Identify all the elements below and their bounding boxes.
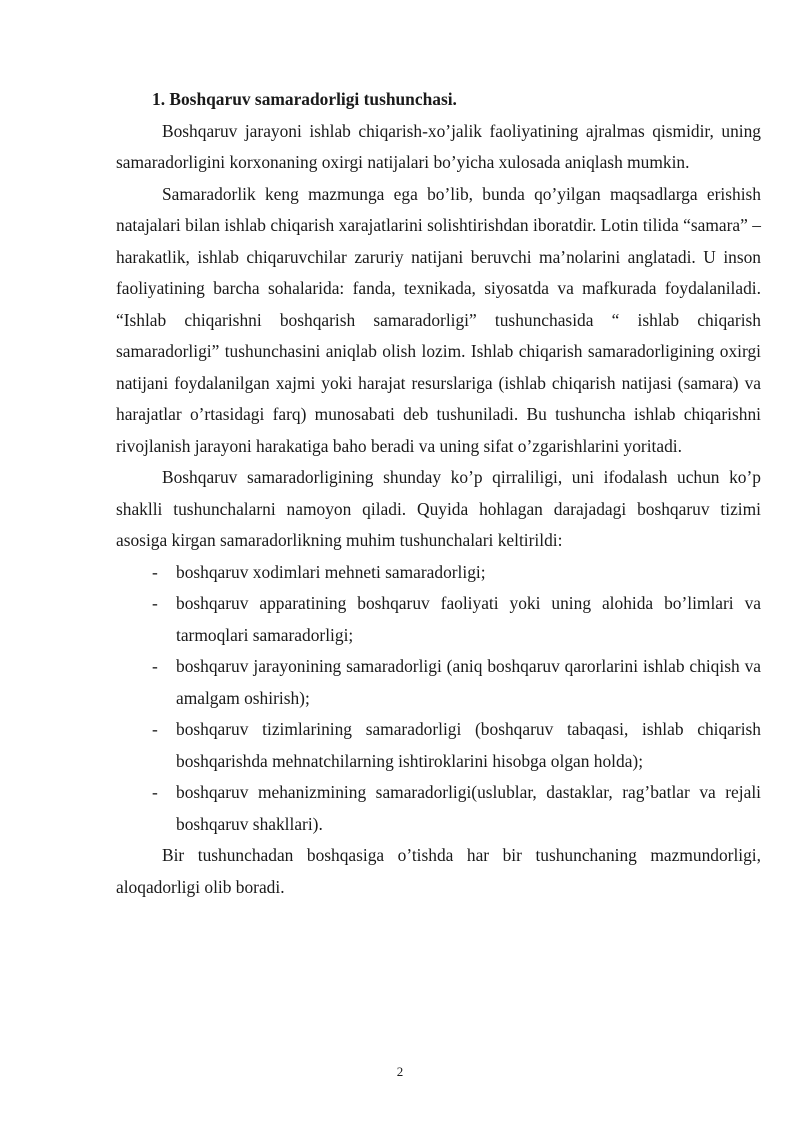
list-item-text: boshqaruv mehanizmining samaradorligi(uslublar, dastaklar, rag’batlar va rejali boshqaruv shakllari). [176, 782, 761, 834]
paragraph-intro-1: Boshqaruv jarayoni ishlab chiqarish-xo’jalik faoliyatining ajralmas qismidir, uning samaradorligini korxonaning oxirgi natijalari bo’yicha xulosada aniqlash mumkin. [116, 120, 761, 172]
list-item-text: boshqaruv tizimlarining samaradorligi (boshqaruv tabaqasi, ishlab chiqarish boshqarishda mehnatchilarning ishtiroklarini hisobga olgan holda); [176, 719, 761, 771]
list-item-text: boshqaruv jarayonining samaradorligi (aniq boshqaruv qarorlarini ishlab chiqish va amalgam oshirish); [176, 656, 761, 708]
section-heading: 1. Boshqaruv samaradorligi tushunchasi. [152, 89, 457, 109]
page-number: 2 [396, 1064, 404, 1079]
bullet-dash: - [152, 656, 158, 676]
page-content [116, 84, 761, 903]
list-item [116, 777, 761, 840]
paragraph-closing: Bir tushunchadan boshqasiga o’tishda har bir tushunchaning mazmundorligi, aloqadorligi olib boradi. [116, 845, 761, 897]
bullet-dash: - [152, 719, 158, 739]
list-item [116, 651, 761, 714]
bullet-dash: - [152, 561, 158, 582]
list-item [116, 588, 761, 651]
bullet-dash: - [152, 593, 158, 613]
list-item [116, 557, 761, 589]
list-item-text: boshqaruv xodimlari mehneti samaradorligi; [176, 561, 486, 582]
list-item-text: boshqaruv apparatining boshqaruv faoliyati yoki uning alohida bo’limlari va tarmoqlari samaradorligi; [176, 593, 761, 645]
list-item [116, 714, 761, 777]
bullet-list [116, 557, 761, 841]
paragraph-intro-3: Boshqaruv samaradorligining shunday ko’p qirraliligi, uni ifodalash uchun ko’p shaklli tushunchalarni namoyon qiladi. Quyida hohlagan darajadagi boshqaruv tizimi asosiga kirgan samaradorlikning muhim tushunchalari keltirildi: [116, 467, 761, 550]
paragraph-intro-2: Samaradorlik keng mazmunga ega bo’lib, bunda qo’yilgan maqsadlarga erishish natajalari bilan ishlab chiqarish xarajatlarini solishtirishdan iboratdir. Lotin tilida “samara” – harakatlik, ishlab chiqaruvchilar zaruriy natijani beruvchi ma’nolarini anglatadi. U inson faoliyatining barcha sohalarida: fanda, texnikada, siyosatda va mafkurada foydalaniladi. “Ishlab chiqarishni boshqarish samaradorligi” tushunchasida “ ishlab chiqarish samaradorligi” tushunchasini aniqlab olish lozim. Ishlab chiqarish samaradorligining oxirgi natijani foydalanilgan xajmi yoki harajat resurslariga (ishlab chiqarish natijasi (samara) va harajatlar o’rtasidagi farq) munosabati deb tushuniladi. Bu tushuncha ishlab chiqarishni rivojlanish jarayoni harakatiga baho beradi va uning sifat o’zgarishlarini yoritadi. [116, 183, 761, 456]
bullet-dash: - [152, 782, 158, 802]
